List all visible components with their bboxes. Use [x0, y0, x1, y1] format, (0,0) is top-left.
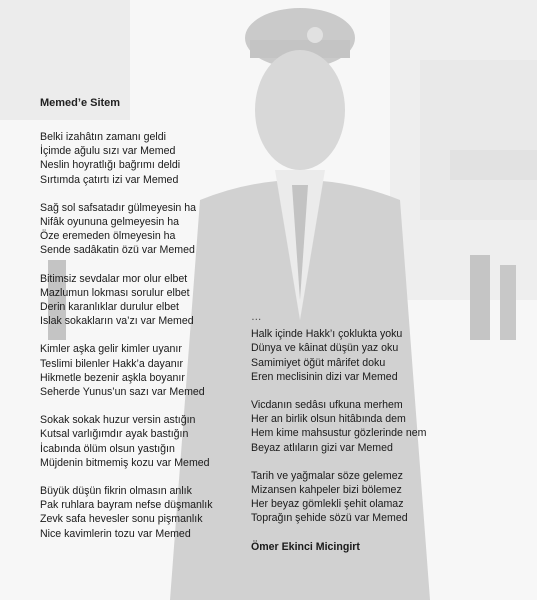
- poem-line: Derin karanlıklar durulur elbet: [40, 301, 179, 314]
- poem-line: Tarih ve yağmalar söze gelemez: [251, 469, 403, 482]
- poem-line: Toprağın şehide sözü var Memed: [251, 512, 408, 525]
- poem-line: Mizansen kahpeler bizi bölemez: [251, 484, 402, 497]
- poem-line: Sağ sol safsatadır gülmeyesin ha: [40, 201, 197, 214]
- poem-line: İçimde ağulu sızı var Memed: [40, 145, 176, 158]
- poem-line: Beyaz atlıların gizi var Memed: [251, 441, 393, 454]
- stanza: [251, 327, 491, 384]
- poem-line: Pak ruhlara bayram nefse düşmanlık: [40, 499, 213, 512]
- stanza: [251, 469, 491, 526]
- stanza: [40, 484, 260, 541]
- poem-line: Sokak sokak huzur versin astığın: [40, 414, 196, 427]
- poem-title: Memed’e Sitem: [40, 97, 121, 109]
- poem-line: Kutsal varlığımdır ayak bastığın: [40, 428, 189, 441]
- stanza: [40, 413, 260, 470]
- poem-line: Islak sokakların va’zı var Memed: [40, 315, 194, 328]
- stanza: [40, 342, 260, 399]
- poem-line: Seherde Yunus’un sazı var Memed: [40, 386, 205, 399]
- poem-line: Zevk safa hevesler sonu pişmanlık: [40, 513, 203, 526]
- poem-left-column: [40, 130, 260, 555]
- poem-line: Her beyaz gömlekli şehit olamaz: [251, 498, 404, 511]
- poem-line: Müjdenin bitmemiş kozu var Memed: [40, 456, 210, 469]
- poem-line: Eren meclisinin dizi var Memed: [251, 370, 398, 383]
- poem-line: Nice kavimlerin tozu var Memed: [40, 527, 191, 540]
- poem-right-column: [251, 310, 491, 554]
- poem-line: Hem kime mahsustur gözlerinde nem: [251, 427, 427, 440]
- stanza: [40, 130, 260, 187]
- poem-line: Teslimi bilenler Hakk’a dayanır: [40, 357, 184, 370]
- stanza: [251, 398, 491, 455]
- poem-author: Ömer Ekinci Micingirt: [251, 540, 360, 553]
- stanza: [40, 201, 260, 258]
- poem-line: Neslin hoyratlığı bağrımı deldi: [40, 159, 181, 172]
- stanza: [40, 272, 260, 329]
- poem-line: Sırtımda çatırtı izi var Memed: [40, 173, 179, 186]
- poem-line: Nifâk oyununa gelmeyesin ha: [40, 216, 179, 229]
- poem-line: Samimiyet öğüt mârifet doku: [251, 356, 386, 369]
- poem-line: Öze eremeden ölmeyesin ha: [40, 230, 176, 243]
- poem-line: Sende sadâkatin özü var Memed: [40, 244, 195, 257]
- poem-line: Belki izahâtın zamanı geldi: [40, 131, 167, 143]
- poem-line: Kimler aşka gelir kimler uyanır: [40, 343, 182, 356]
- poem-line: Hikmetle bezenir aşkla boyanır: [40, 371, 185, 384]
- poem-line: Her an birlik olsun hitâbında dem: [251, 413, 406, 426]
- poem-line: Halk içinde Hakk’ı çoklukta yoku: [251, 328, 403, 341]
- poem-line: Büyük düşün fikrin olmasın anlık: [40, 485, 192, 498]
- poem-line: İcabında ölüm olsun yastığın: [40, 442, 175, 455]
- poem-line: Mazlumun lokması sorulur elbet: [40, 286, 190, 299]
- poem-line: Dünya ve kâinat düşün yaz oku: [251, 342, 399, 355]
- poem-line: Bitimsiz sevdalar mor olur elbet: [40, 272, 188, 285]
- poem-ellipsis: …: [251, 311, 262, 323]
- poem-line: Vicdanın sedâsı ufkuna merhem: [251, 399, 403, 412]
